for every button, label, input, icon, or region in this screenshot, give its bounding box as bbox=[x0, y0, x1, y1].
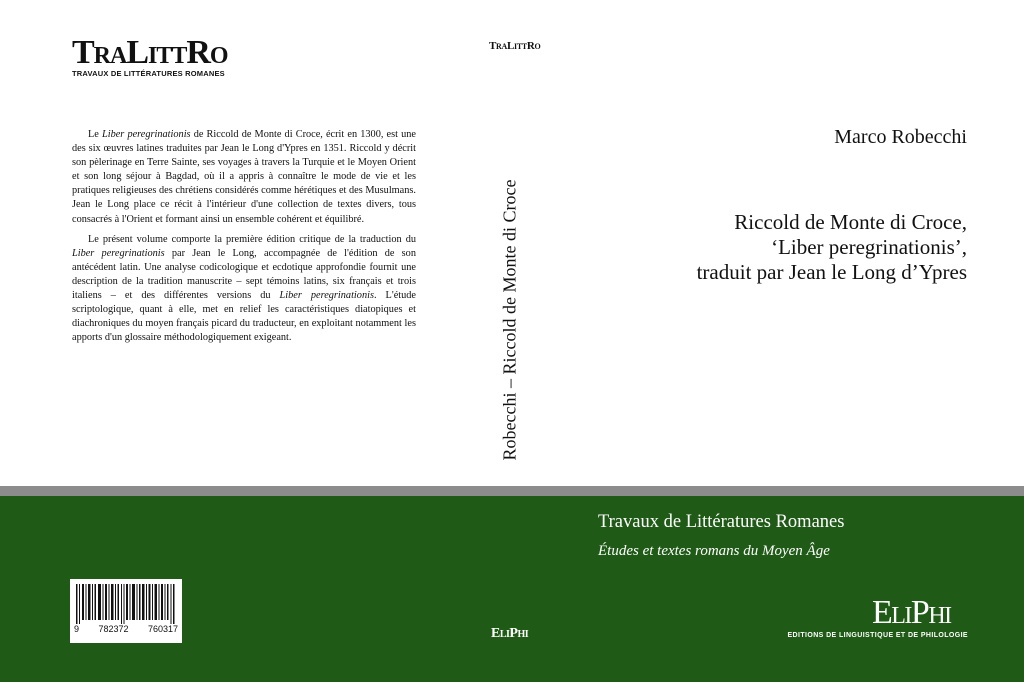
isbn-digit-group: 9 bbox=[74, 624, 80, 634]
book-title-line: ‘Liber peregrinationis’, bbox=[771, 235, 967, 259]
grey-divider bbox=[0, 486, 1024, 496]
blurb-text: . L'étude scriptologique, quant à elle, met en relief les caractéristiques diatopiques et diachroniques du moyen français picard du traducteur, en exploitant notamment les apports d'un glossaire méthodologiquement exigeant. bbox=[72, 290, 416, 344]
barcode-bars-icon bbox=[76, 584, 176, 624]
blurb-italic: Liber peregrinationis bbox=[279, 290, 374, 302]
series-logo-tagline: TRAVAUX DE LITTÉRATURES ROMANES bbox=[72, 69, 225, 78]
isbn-digits bbox=[74, 624, 178, 634]
blurb-text: Le bbox=[88, 129, 102, 140]
series-logo bbox=[72, 34, 228, 78]
blurb-text: de Riccold de Monte di Croce, écrit en 1300, est une des six œuvres latines traduites par Jean le Long d'Ypres en 1351. Riccold y décrit son pèlerinage en Terre Sainte, ses voyages à travers la Turquie et le Moyen Orient et son long séjour à Bagdad, où il a appris à connaître le mode de vie et les pratiques religieuses des chrétiens considérés comme hérétiques et des Musulmans. Jean le Long place ce récit à l'intérieur d'une collection de textes divers, tous consacrés à l'Orient et formant ainsi un ensemble cohérent et équilibré. bbox=[72, 129, 416, 225]
series-title: Travaux de Littératures Romanes bbox=[598, 512, 845, 532]
book-title bbox=[547, 210, 967, 285]
spine-publisher-logo: EliPhi bbox=[491, 626, 529, 641]
book-title-line: traduit par Jean le Long d’Ypres bbox=[696, 260, 967, 284]
isbn-digit-group: 760317 bbox=[147, 624, 178, 634]
isbn-barcode bbox=[70, 579, 182, 643]
author-name: Marco Robecchi bbox=[834, 126, 967, 148]
back-cover-blurb bbox=[72, 128, 416, 351]
blurb-paragraph-1 bbox=[72, 128, 416, 227]
spine-logo: TraLittRo bbox=[489, 40, 541, 52]
blurb-italic: Liber peregrinationis bbox=[102, 129, 191, 140]
isbn-digit-group: 782372 bbox=[98, 624, 129, 634]
series-subtitle: Études et textes romans du Moyen Âge bbox=[598, 543, 830, 559]
blurb-paragraph-2 bbox=[72, 233, 416, 346]
blurb-text: par Jean le Long, accompagnée de l'édition de son antécédent latin. Une analyse codicologique et ecdotique approfondie fournit une description de la tradition manuscrite – sept témoins latins, six français et trois italiens – et des différentes versions du bbox=[72, 247, 416, 302]
book-title-line: Riccold de Monte di Croce, bbox=[734, 210, 967, 234]
blurb-text: Le présent volume comporte la première édition critique de la traduction du bbox=[88, 233, 416, 245]
spine-title-text: Robecchi – Riccold de Monte di Croce bbox=[499, 179, 520, 461]
publisher-tagline: EDITIONS DE LINGUISTIQUE ET DE PHILOLOGIE bbox=[787, 632, 968, 639]
blurb-italic: Liber peregrinationis bbox=[72, 247, 165, 259]
publisher-logo: EliPhi bbox=[872, 594, 951, 631]
series-logo-wordmark: TraLittRo bbox=[72, 34, 228, 71]
